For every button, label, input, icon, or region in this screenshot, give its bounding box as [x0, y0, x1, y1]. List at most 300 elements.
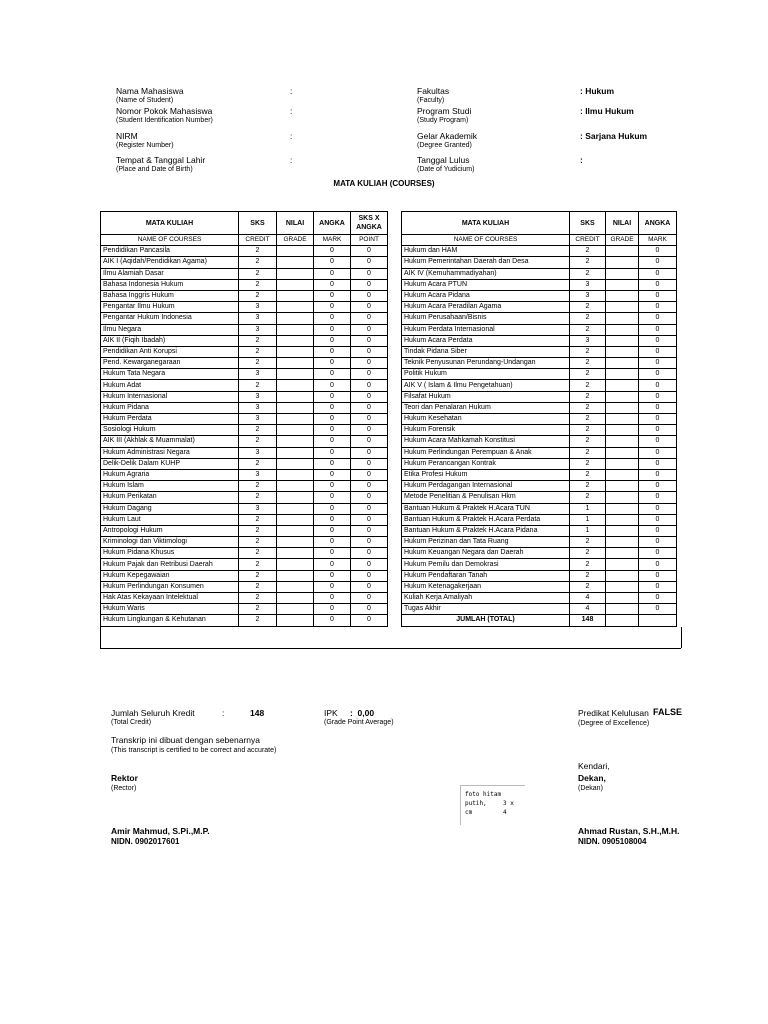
table-row	[101, 514, 388, 525]
mark-cell: 0	[314, 514, 351, 525]
mark-cell: 0	[314, 380, 351, 391]
table-row	[402, 447, 677, 458]
col-sub-point: POINT	[351, 235, 388, 246]
table-row	[101, 436, 388, 447]
table-row	[101, 335, 388, 346]
point-cell: 0	[351, 358, 388, 369]
mark-cell: 0	[314, 492, 351, 503]
city-label: Kendari,	[578, 761, 610, 771]
point-cell: 0	[351, 346, 388, 357]
credit-cell: 3	[239, 447, 277, 458]
course-name-cell: Hukum Islam	[101, 481, 239, 492]
table-row	[402, 358, 677, 369]
mark-cell: 0	[639, 481, 677, 492]
mark-cell: 0	[639, 425, 677, 436]
credit-cell: 2	[570, 425, 606, 436]
course-name-cell: Hukum dan HAM	[402, 246, 570, 257]
faculty-value: : Hukum	[580, 86, 614, 96]
col-sub-grade: GRADE	[277, 235, 314, 246]
grade-cell	[606, 492, 639, 503]
course-name-cell: AIK III (Akhlak & Muammalat)	[101, 436, 239, 447]
credit-cell: 1	[570, 503, 606, 514]
grade-cell	[606, 246, 639, 257]
course-name-cell: Delik-Delik Dalam KUHP	[101, 458, 239, 469]
credit-cell: 2	[239, 492, 277, 503]
dekan-sub: (Dekan)	[578, 785, 603, 792]
credit-cell: 3	[239, 402, 277, 413]
credit-cell: 2	[239, 290, 277, 301]
credit-cell: 2	[570, 559, 606, 570]
colon: :	[290, 106, 293, 116]
table-row	[402, 469, 677, 480]
credit-cell: 2	[570, 469, 606, 480]
col-sub-mark: MARK	[314, 235, 351, 246]
mark-cell: 0	[639, 503, 677, 514]
grade-cell	[606, 559, 639, 570]
table-row	[402, 346, 677, 357]
table-row	[402, 302, 677, 313]
predicate-value: FALSE	[653, 707, 683, 717]
course-name-cell: Hukum Pendaftaran Tanah	[402, 570, 570, 581]
ipk-value: : 0,00	[350, 708, 375, 718]
col-header-course: MATA KULIAH	[402, 212, 570, 235]
course-name-cell: Hukum Lingkungan & Kehutanan	[101, 615, 239, 626]
credit-cell: 3	[239, 302, 277, 313]
credit-cell: 2	[239, 525, 277, 536]
table-row	[101, 380, 388, 391]
grade-cell	[606, 503, 639, 514]
courses-title: MATA KULIAH (COURSES)	[333, 179, 435, 188]
grade-cell	[277, 324, 314, 335]
point-cell: 0	[351, 313, 388, 324]
point-cell: 0	[351, 257, 388, 268]
credit-cell: 2	[239, 481, 277, 492]
col-sub-credit: CREDIT	[239, 235, 277, 246]
mark-cell: 0	[639, 469, 677, 480]
photo-caption-1: foto hitam	[465, 791, 502, 798]
mark-cell: 0	[314, 548, 351, 559]
credit-cell: 2	[239, 548, 277, 559]
point-cell: 0	[351, 615, 388, 626]
grade-cell	[277, 537, 314, 548]
course-name-cell: Kriminologi dan Viktimologi	[101, 537, 239, 548]
mark-cell: 0	[314, 581, 351, 592]
total-label: JUMLAH (TOTAL)	[402, 615, 570, 626]
mark-cell: 0	[639, 514, 677, 525]
credit-cell: 2	[239, 279, 277, 290]
course-name-cell: Tugas Akhir	[402, 604, 570, 615]
table-row	[101, 481, 388, 492]
table-row	[402, 391, 677, 402]
table-row	[101, 302, 388, 313]
mark-cell: 0	[314, 268, 351, 279]
course-name-cell: Politik Hukum	[402, 369, 570, 380]
credit-cell: 2	[570, 537, 606, 548]
grade-cell	[277, 481, 314, 492]
rektor-name: Amir Mahmud, S.Pi.,M.P.	[111, 826, 210, 836]
table-row	[101, 358, 388, 369]
course-name-cell: Hukum Administrasi Negara	[101, 447, 239, 458]
mark-cell: 0	[314, 458, 351, 469]
credit-cell: 2	[570, 257, 606, 268]
col-header-nilai: NILAI	[277, 212, 314, 235]
mark-cell: 0	[314, 604, 351, 615]
program-value: : Ilmu Hukum	[580, 106, 634, 116]
course-name-cell: Pendidikan Anti Korupsi	[101, 346, 239, 357]
mark-cell: 0	[314, 570, 351, 581]
course-name-cell: Hukum Acara Peradilan Agama	[402, 302, 570, 313]
course-name-cell: Bahasa Inggris Hukum	[101, 290, 239, 301]
course-name-cell: Teori dan Penalaran Hukum	[402, 402, 570, 413]
course-name-cell: Hukum Laut	[101, 514, 239, 525]
table-row	[101, 402, 388, 413]
credit-cell: 3	[239, 469, 277, 480]
table-row	[101, 257, 388, 268]
credit-cell: 3	[239, 503, 277, 514]
course-name-cell: Hukum Perlindungan Konsumen	[101, 581, 239, 592]
col-header-angka: ANGKA	[639, 212, 677, 235]
label-program-en: (Study Program)	[417, 117, 469, 124]
mark-cell: 0	[639, 324, 677, 335]
grade-cell	[277, 548, 314, 559]
course-name-cell: Hukum Perikatan	[101, 492, 239, 503]
mark-cell: 0	[314, 469, 351, 480]
point-cell: 0	[351, 559, 388, 570]
mark-cell: 0	[639, 257, 677, 268]
credit-cell: 2	[570, 380, 606, 391]
point-cell: 0	[351, 324, 388, 335]
credit-cell: 1	[570, 514, 606, 525]
credit-cell: 2	[239, 458, 277, 469]
table-subheader	[402, 235, 677, 246]
table-row	[402, 481, 677, 492]
credit-cell: 3	[239, 313, 277, 324]
table-row	[101, 525, 388, 536]
mark-cell: 0	[639, 548, 677, 559]
credit-cell: 2	[239, 335, 277, 346]
mark-cell: 0	[314, 559, 351, 570]
grade-cell	[277, 615, 314, 626]
mark-cell: 0	[639, 358, 677, 369]
grade-cell	[606, 425, 639, 436]
point-cell: 0	[351, 537, 388, 548]
table-row	[402, 324, 677, 335]
course-name-cell: Antropologi Hukum	[101, 525, 239, 536]
table-row	[101, 447, 388, 458]
course-name-cell: Hukum Acara Perdata	[402, 335, 570, 346]
grade-cell	[606, 436, 639, 447]
grade-cell	[606, 402, 639, 413]
course-name-cell: AIK IV (Kemuhammadiyahan)	[402, 268, 570, 279]
predicate-sub: (Degree of Excellence)	[578, 720, 650, 727]
grade-cell	[277, 447, 314, 458]
grade-cell	[606, 279, 639, 290]
mark-cell: 0	[314, 324, 351, 335]
course-name-cell: Hukum Internasional	[101, 391, 239, 402]
table-right-rule	[681, 627, 682, 648]
table-row	[101, 369, 388, 380]
credit-cell: 2	[570, 481, 606, 492]
mark-cell: 0	[639, 369, 677, 380]
col-header-sksx: SKS X ANGKA	[351, 212, 388, 235]
credit-cell: 2	[570, 581, 606, 592]
point-cell: 0	[351, 391, 388, 402]
credit-cell: 3	[239, 391, 277, 402]
mark-cell: 0	[314, 313, 351, 324]
course-name-cell: Pend. Kewarganegaraan	[101, 358, 239, 369]
table-row	[101, 279, 388, 290]
table-row	[402, 458, 677, 469]
table-row	[402, 290, 677, 301]
point-cell: 0	[351, 369, 388, 380]
table-row	[402, 246, 677, 257]
mark-cell: 0	[639, 246, 677, 257]
credit-cell: 2	[239, 537, 277, 548]
mark-cell: 0	[639, 313, 677, 324]
courses-table-right	[401, 211, 677, 627]
grade-cell	[277, 469, 314, 480]
grade-cell	[277, 313, 314, 324]
grade-cell	[277, 335, 314, 346]
table-row	[402, 436, 677, 447]
table-row	[402, 559, 677, 570]
credit-cell: 2	[239, 581, 277, 592]
label-program: Program Studi	[417, 106, 472, 116]
course-name-cell: Hukum Keuangan Negara dan Daerah	[402, 548, 570, 559]
mark-cell: 0	[639, 593, 677, 604]
credit-cell: 2	[570, 346, 606, 357]
table-row	[402, 279, 677, 290]
mark-cell: 0	[639, 492, 677, 503]
credit-cell: 2	[570, 492, 606, 503]
grade-cell	[606, 481, 639, 492]
course-name-cell: Hukum Kepegawaian	[101, 570, 239, 581]
credit-cell: 2	[239, 514, 277, 525]
table-row	[101, 548, 388, 559]
mark-cell: 0	[314, 257, 351, 268]
label-graduation: Tanggal Lulus	[417, 155, 470, 165]
label-faculty-en: (Faculty)	[417, 97, 445, 104]
point-cell: 0	[351, 268, 388, 279]
mark-cell: 0	[314, 290, 351, 301]
table-row	[402, 593, 677, 604]
grade-cell	[606, 335, 639, 346]
mark-cell: 0	[314, 358, 351, 369]
table-row	[402, 537, 677, 548]
grade-cell	[277, 369, 314, 380]
table-row	[101, 615, 388, 626]
credit-cell: 2	[239, 570, 277, 581]
table-row	[101, 581, 388, 592]
course-name-cell: Hukum Perusahaan/Bisnis	[402, 313, 570, 324]
course-name-cell: Teknik Penyusunan Perundang-Undangan	[402, 358, 570, 369]
course-name-cell: Hukum Pidana	[101, 402, 239, 413]
table-row	[101, 290, 388, 301]
mark-cell: 0	[639, 570, 677, 581]
certify-text: Transkrip ini dibuat dengan sebenarnya	[111, 735, 261, 745]
mark-cell: 0	[639, 391, 677, 402]
credit-cell: 2	[239, 268, 277, 279]
grade-cell	[606, 324, 639, 335]
course-name-cell: Hukum Acara PTUN	[402, 279, 570, 290]
table-row	[402, 268, 677, 279]
table-row	[101, 604, 388, 615]
mark-cell: 0	[639, 302, 677, 313]
table-row	[402, 548, 677, 559]
colon: :	[290, 86, 293, 96]
point-cell: 0	[351, 481, 388, 492]
course-name-cell: Pengantar Hukum Indonesia	[101, 313, 239, 324]
label-degree-en: (Degree Granted)	[417, 142, 472, 149]
grade-cell	[277, 570, 314, 581]
grade-cell	[277, 414, 314, 425]
grade-cell	[606, 391, 639, 402]
total-credit-colon: :	[222, 708, 225, 718]
credit-cell: 2	[570, 369, 606, 380]
mark-cell: 0	[639, 335, 677, 346]
course-name-cell: Hukum Kesehatan	[402, 414, 570, 425]
point-cell: 0	[351, 514, 388, 525]
mark-cell: 0	[639, 447, 677, 458]
credit-cell: 2	[570, 458, 606, 469]
label-birth: Tempat & Tanggal Lahir	[116, 155, 206, 165]
grade-cell	[606, 537, 639, 548]
course-name-cell: Tindak Pidana Siber	[402, 346, 570, 357]
total-value: 148	[570, 615, 606, 626]
point-cell: 0	[351, 548, 388, 559]
grade-cell	[277, 458, 314, 469]
point-cell: 0	[351, 425, 388, 436]
table-header	[101, 212, 388, 235]
grade-cell	[277, 604, 314, 615]
credit-cell: 2	[239, 559, 277, 570]
rektor-nidn: NIDN. 0902017601	[111, 837, 180, 846]
mark-cell: 0	[639, 559, 677, 570]
grade-cell	[277, 358, 314, 369]
table-row	[101, 458, 388, 469]
credit-cell: 3	[239, 324, 277, 335]
table-row	[101, 492, 388, 503]
table-row	[101, 593, 388, 604]
photo-caption-3: cm	[465, 809, 473, 816]
table-row	[402, 414, 677, 425]
mark-cell: 0	[314, 537, 351, 548]
table-bottom-rule	[100, 648, 681, 649]
grade-cell	[277, 425, 314, 436]
table-row	[101, 313, 388, 324]
grade-cell	[606, 604, 639, 615]
table-row	[101, 324, 388, 335]
table-subheader	[101, 235, 388, 246]
course-name-cell: Ilmu Negara	[101, 324, 239, 335]
course-name-cell: Metode Penelitian & Penulisan Hkm	[402, 492, 570, 503]
grade-cell	[606, 514, 639, 525]
course-name-cell: Ilmu Alamiah Dasar	[101, 268, 239, 279]
grade-cell	[606, 358, 639, 369]
course-name-cell: Hak Atas Kekayaan Intelektual	[101, 593, 239, 604]
table-row	[101, 391, 388, 402]
col-sub-course: NAME OF COURSES	[101, 235, 239, 246]
ipk-sub: (Grade Point Average)	[324, 719, 394, 726]
degree-value: : Sarjana Hukum	[580, 131, 648, 141]
course-name-cell: Hukum Agraria	[101, 469, 239, 480]
courses-table-left	[100, 211, 388, 627]
table-row	[101, 346, 388, 357]
photo-placeholder	[460, 785, 525, 825]
table-row	[402, 525, 677, 536]
grade-cell	[606, 570, 639, 581]
grade-cell	[606, 525, 639, 536]
mark-cell: 0	[639, 414, 677, 425]
grade-cell	[277, 268, 314, 279]
credit-cell: 2	[239, 346, 277, 357]
colon: :	[290, 155, 293, 165]
course-name-cell: Pengantar Ilmu Hukum	[101, 302, 239, 313]
mark-cell: 0	[314, 525, 351, 536]
col-sub-credit: CREDIT	[570, 235, 606, 246]
mark-cell: 0	[639, 346, 677, 357]
table-header	[402, 212, 677, 235]
photo-size: 3 x 4	[503, 800, 514, 816]
label-birth-en: (Place and Date of Birth)	[116, 166, 193, 173]
course-name-cell: Hukum Perdata	[101, 414, 239, 425]
table-row	[402, 369, 677, 380]
credit-cell: 3	[570, 279, 606, 290]
mark-cell: 0	[639, 268, 677, 279]
point-cell: 0	[351, 290, 388, 301]
course-name-cell: AIK V ( Islam & Ilmu Pengetahuan)	[402, 380, 570, 391]
point-cell: 0	[351, 503, 388, 514]
mark-cell: 0	[314, 414, 351, 425]
credit-cell: 3	[570, 290, 606, 301]
credit-cell: 2	[239, 615, 277, 626]
mark-cell: 0	[314, 369, 351, 380]
table-row	[402, 335, 677, 346]
grade-cell	[277, 525, 314, 536]
label-name-en: (Name of Student)	[116, 97, 174, 104]
grade-cell	[606, 380, 639, 391]
mark-cell	[639, 615, 677, 626]
grade-cell	[277, 302, 314, 313]
grade-cell	[277, 436, 314, 447]
dekan-nidn: NIDN. 0905108004	[578, 837, 647, 846]
course-name-cell: Hukum Forensik	[402, 425, 570, 436]
grade-cell	[606, 548, 639, 559]
col-header-course: MATA KULIAH	[101, 212, 239, 235]
course-name-cell: Bantuan Hukum & Praktek H.Acara Perdata	[402, 514, 570, 525]
course-name-cell: Hukum Perlindungan Perempuan & Anak	[402, 447, 570, 458]
course-name-cell: Hukum Acara Mahkamah Konstitusi	[402, 436, 570, 447]
table-row	[402, 492, 677, 503]
course-name-cell: AIK I (Aqidah/Pendidikan Agama)	[101, 257, 239, 268]
point-cell: 0	[351, 458, 388, 469]
total-row	[402, 615, 677, 626]
grade-cell	[277, 391, 314, 402]
course-name-cell: AIK II (Fiqih Ibadah)	[101, 335, 239, 346]
credit-cell: 2	[570, 358, 606, 369]
mark-cell: 0	[639, 279, 677, 290]
course-name-cell: Hukum Tata Negara	[101, 369, 239, 380]
label-npm-en: (Student Identification Number)	[116, 117, 213, 124]
course-name-cell: Bantuan Hukum & Praktek H.Acara TUN	[402, 503, 570, 514]
credit-cell: 3	[570, 335, 606, 346]
graduation-value: :	[580, 155, 583, 165]
credit-cell: 2	[239, 380, 277, 391]
grade-cell	[277, 514, 314, 525]
point-cell: 0	[351, 246, 388, 257]
mark-cell: 0	[639, 458, 677, 469]
mark-cell: 0	[314, 481, 351, 492]
